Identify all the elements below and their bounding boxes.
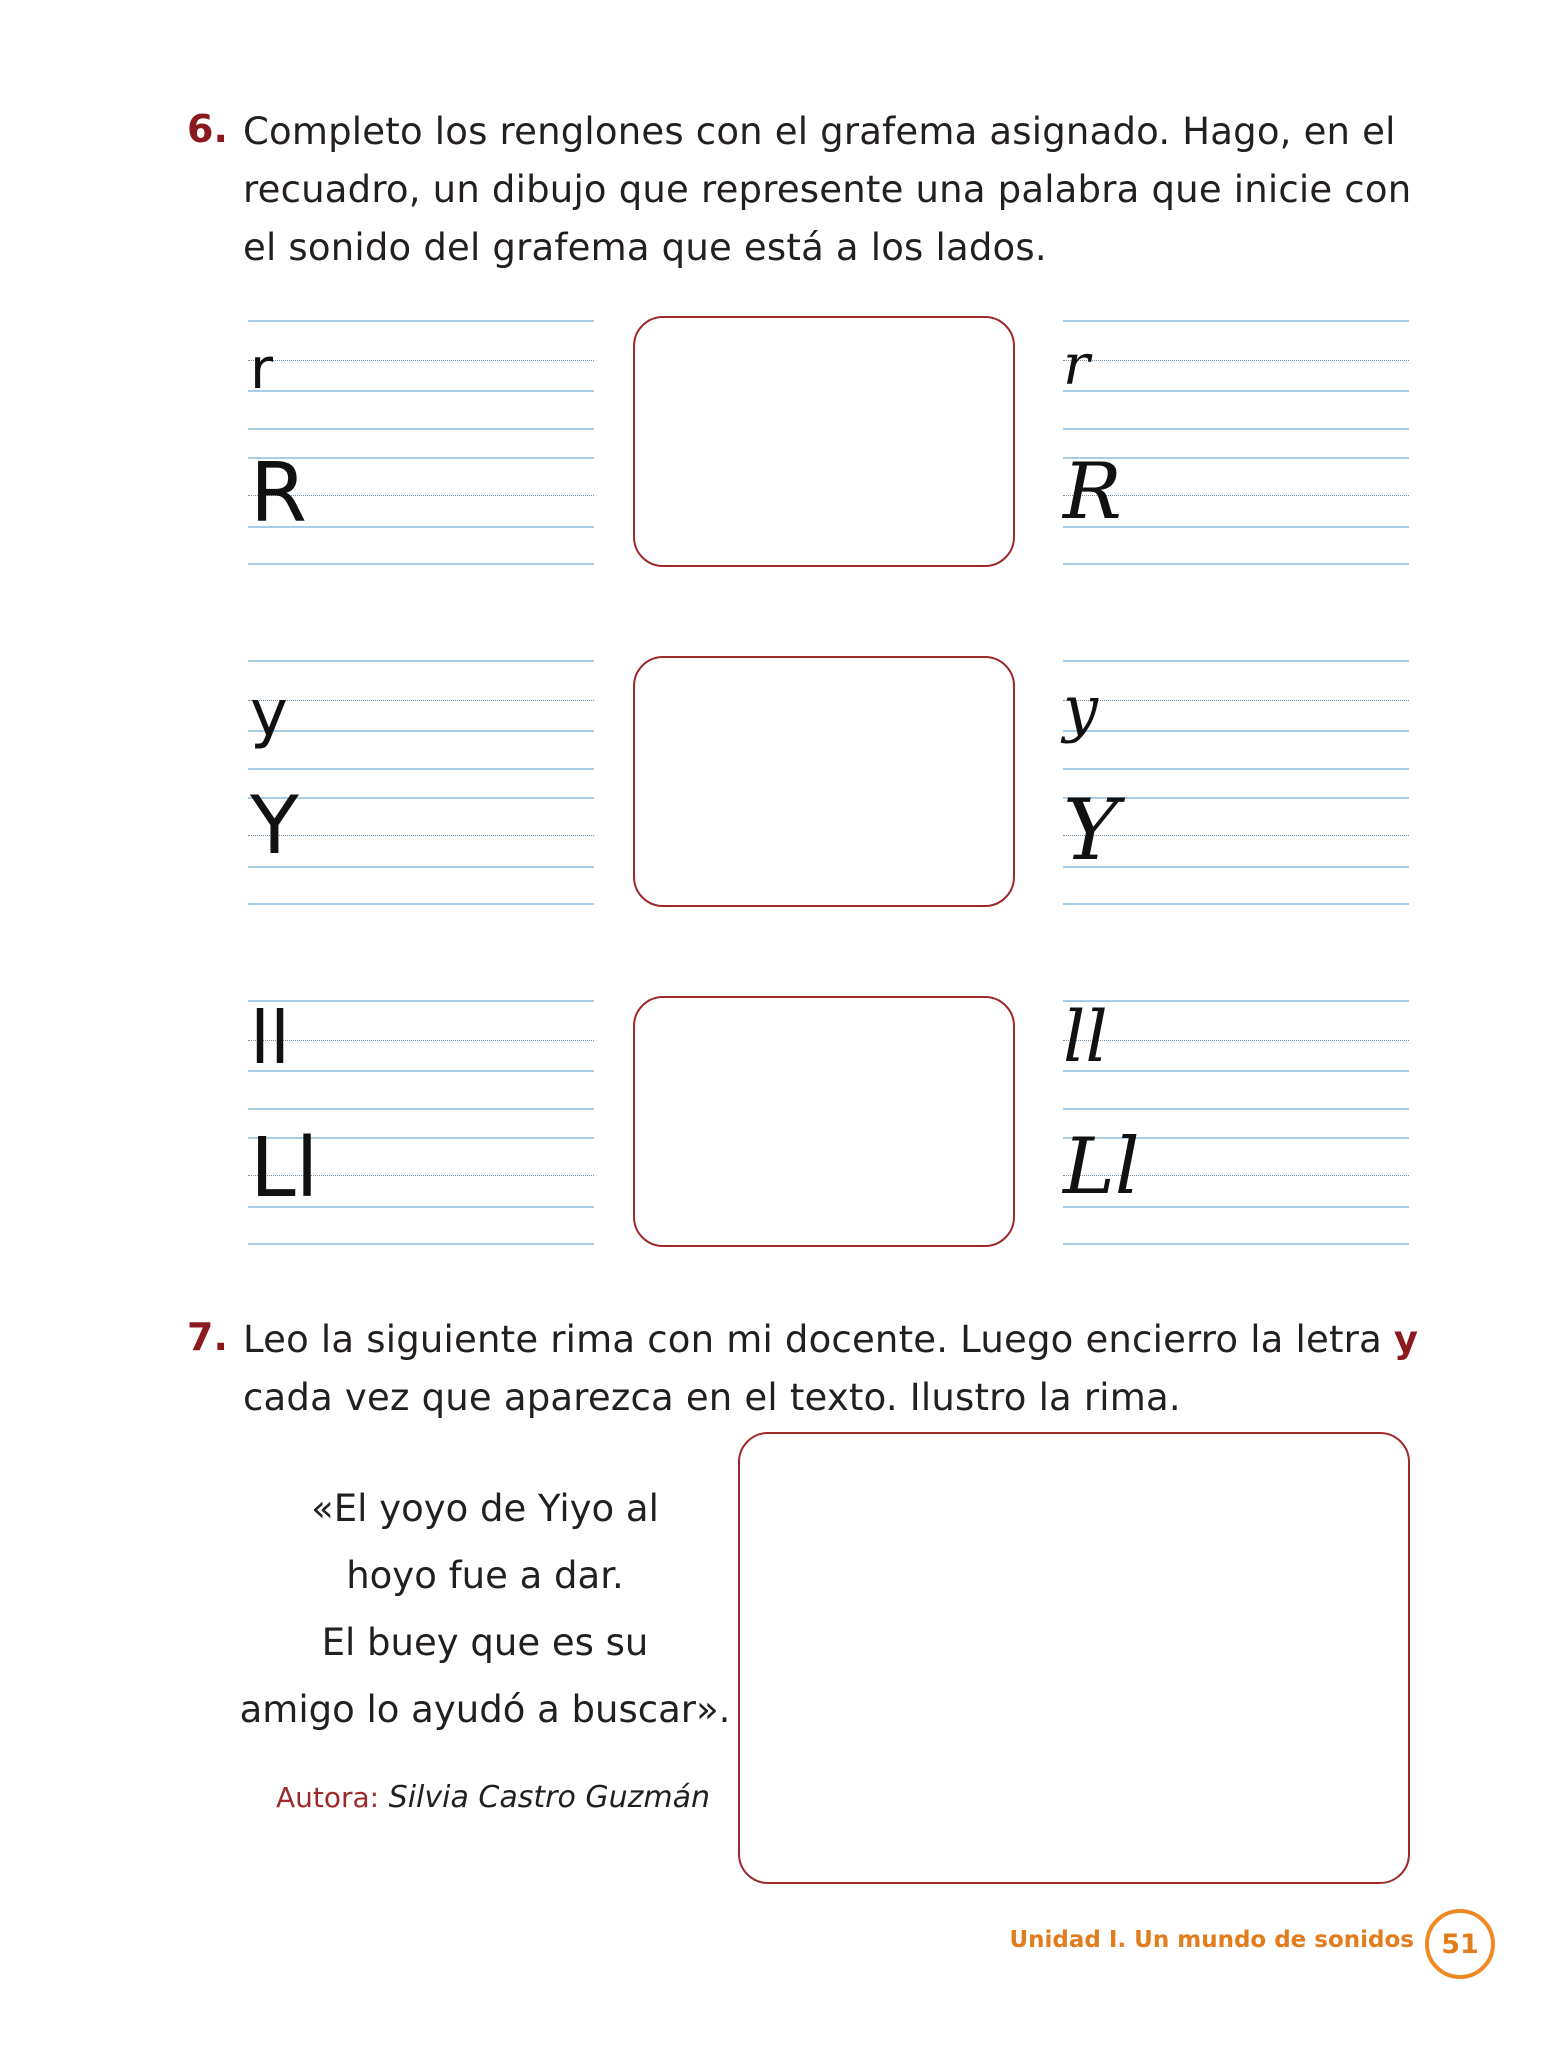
print-letter-lowercase: ll — [250, 996, 291, 1080]
cursive-writing-lines-y[interactable] — [1063, 660, 1409, 904]
cursive-letter-uppercase: Ll — [1063, 1122, 1140, 1212]
cursive-writing-lines-ll[interactable] — [1063, 996, 1409, 1244]
cursive-letter-lowercase: y — [1063, 672, 1099, 745]
print-letter-lowercase: r — [250, 337, 274, 402]
cursive-letter-lowercase: r — [1063, 333, 1090, 398]
rhyme-line: amigo lo ayudó a buscar». — [239, 1688, 731, 1731]
exercise-6-number: 6. — [187, 107, 228, 151]
exercise-7-number: 7. — [187, 1315, 228, 1359]
rhyme-line: El buey que es su — [321, 1621, 649, 1664]
cursive-writing-lines-r[interactable] — [1063, 320, 1409, 564]
cursive-letter-uppercase: Y — [1063, 781, 1119, 879]
page-number: 51 — [1425, 1909, 1495, 1979]
print-letter-uppercase: R — [250, 446, 307, 541]
author-label: Autora: — [276, 1781, 380, 1814]
print-writing-lines-r[interactable] — [248, 320, 594, 564]
author-name: Silvia Castro Guzmán — [388, 1780, 710, 1815]
rhyme-line: hoyo fue a dar. — [346, 1554, 624, 1597]
print-writing-lines-ll[interactable] — [248, 996, 594, 1244]
unit-title: Unidad I. Un mundo de sonidos — [1009, 1927, 1414, 1953]
exercise-7-text-before: Leo la siguiente rima con mi docente. Luego encierro la letra — [243, 1318, 1394, 1361]
print-letter-uppercase: Ll — [250, 1121, 319, 1216]
rhyme-line: «El yoyo de Yiyo al — [311, 1487, 659, 1530]
exercise-7-text-after: cada vez que aparezca en el texto. Ilustro la rima. — [243, 1376, 1181, 1419]
rhyme-illustration-box[interactable] — [738, 1432, 1410, 1884]
highlighted-letter: y — [1393, 1318, 1419, 1361]
exercise-6-instructions: Completo los renglones con el grafema asignado. Hago, en el recuadro, un dibujo que represente una palabra que inicie con el sonido del grafema que está a los lados. — [243, 110, 1412, 269]
cursive-letter-uppercase: R — [1063, 447, 1122, 537]
drawing-box-ll[interactable] — [633, 996, 1015, 1247]
drawing-box-r[interactable] — [633, 316, 1015, 567]
drawing-box-y[interactable] — [633, 656, 1015, 907]
rhyme-author — [276, 1780, 710, 1815]
print-writing-lines-y[interactable] — [248, 660, 594, 904]
print-letter-lowercase: y — [250, 677, 288, 751]
rhyme-text — [215, 1475, 755, 1743]
print-letter-uppercase: Y — [250, 779, 299, 872]
exercise-7-instructions — [243, 1311, 1423, 1427]
cursive-letter-lowercase: ll — [1063, 996, 1108, 1078]
